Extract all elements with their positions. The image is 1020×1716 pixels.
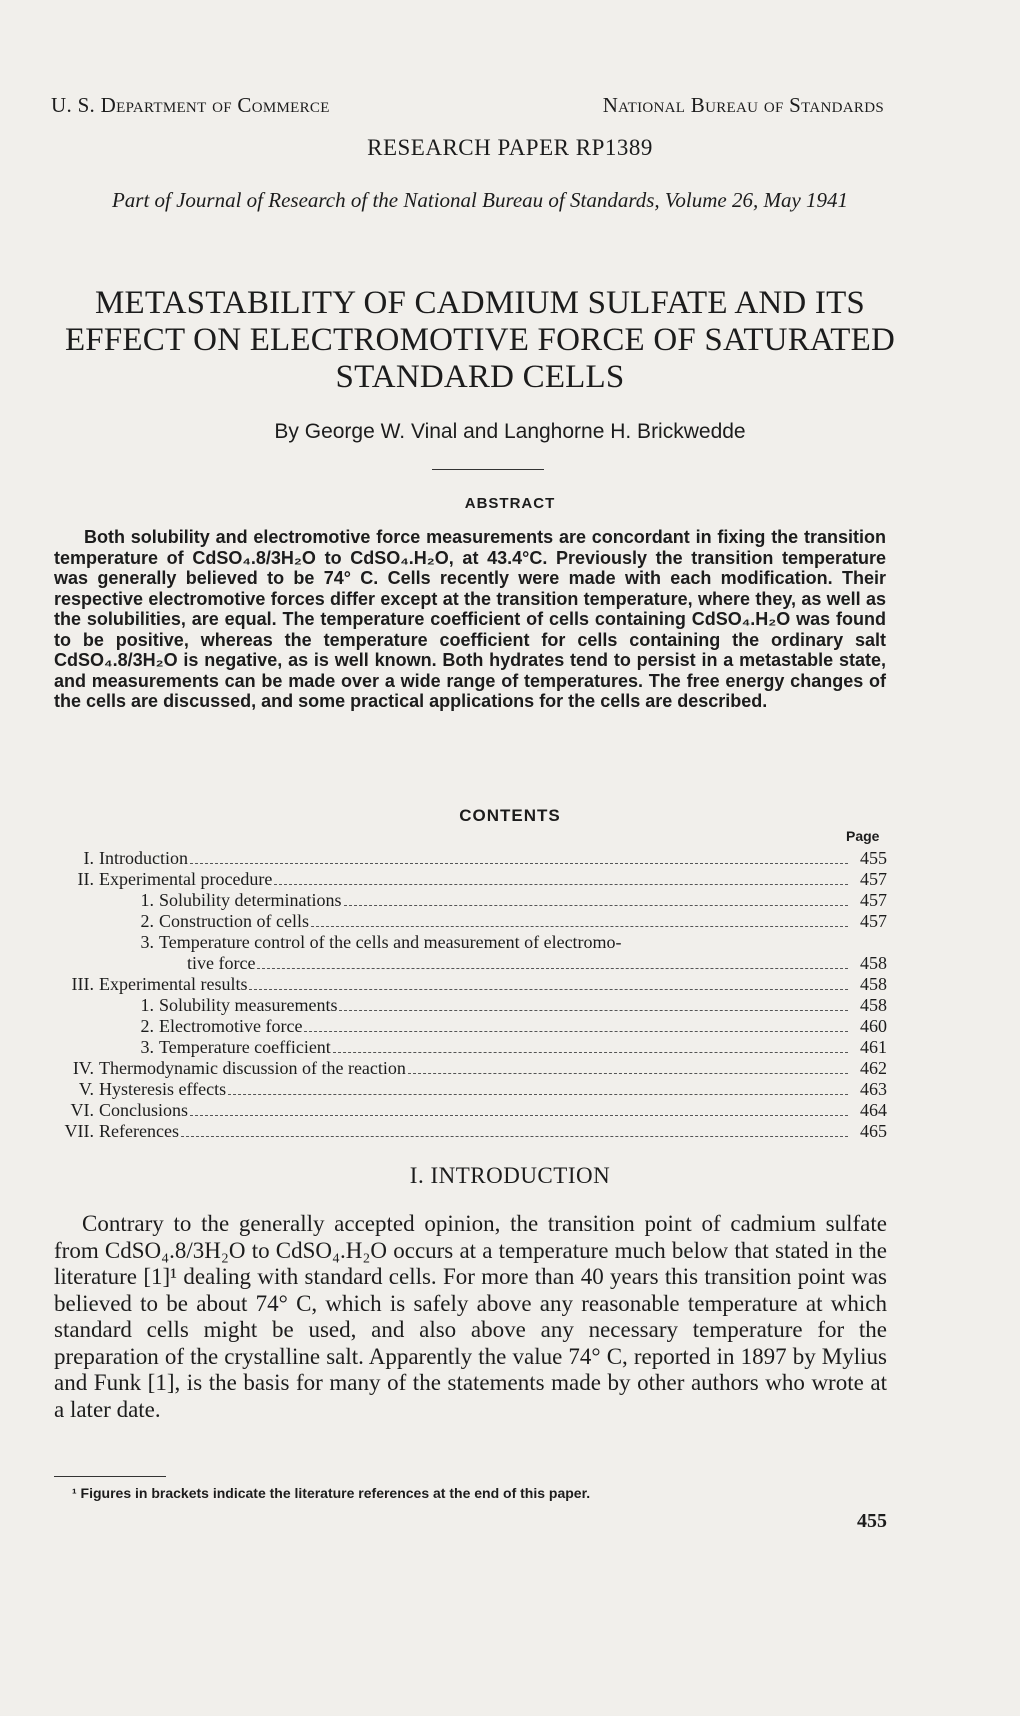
toc-number: 2. <box>140 911 154 931</box>
header-department: U. S. Department of Commerce <box>51 93 330 117</box>
toc-row <box>54 995 887 1016</box>
toc-label: References <box>99 1121 179 1141</box>
toc-label: Temperature coefficient <box>159 1037 331 1057</box>
toc-leader <box>257 967 848 969</box>
toc-label: Experimental results <box>99 974 248 994</box>
toc-page-number: 462 <box>860 1058 887 1078</box>
introduction-heading: I. INTRODUCTION <box>409 1163 611 1188</box>
toc-row <box>54 869 887 890</box>
toc-label: Temperature control of the cells and measurement of electromo- <box>159 932 622 952</box>
toc-row <box>54 974 887 995</box>
abstract-heading: ABSTRACT <box>464 495 556 512</box>
toc-page-number: 457 <box>860 911 887 931</box>
toc-leader <box>344 904 849 906</box>
toc-number: 1. <box>140 890 154 910</box>
toc-page-number: 461 <box>860 1037 887 1057</box>
toc-label: Hysteresis effects <box>99 1079 227 1099</box>
toc-leader <box>339 1009 848 1011</box>
toc-page-number: 457 <box>860 869 887 889</box>
toc-page-number: 457 <box>860 890 887 910</box>
toc-row <box>54 1016 887 1037</box>
toc-row <box>54 911 887 932</box>
toc-row <box>54 1079 887 1100</box>
toc-number: IV. <box>72 1058 94 1078</box>
research-paper-number: RESEARCH PAPER RP1389 <box>367 135 653 160</box>
toc-page-number: 463 <box>860 1079 887 1099</box>
toc-number: 2. <box>140 1016 154 1036</box>
divider <box>432 469 544 470</box>
page-number: 455 <box>857 1510 887 1532</box>
toc-row <box>54 1058 887 1079</box>
toc-leader <box>190 1114 848 1116</box>
toc-label: Thermodynamic discussion of the reaction <box>99 1058 406 1078</box>
footnote: ¹ Figures in brackets indicate the literature references at the end of this paper. <box>72 1485 591 1501</box>
toc-label: Introduction <box>99 848 188 868</box>
toc-number: VI. <box>70 1100 94 1120</box>
toc-leader <box>274 883 848 885</box>
toc-page-number: 458 <box>860 974 887 994</box>
toc-row <box>54 953 887 974</box>
toc-label: Experimental procedure <box>99 869 273 889</box>
toc-page-number: 464 <box>860 1100 887 1120</box>
toc-leader <box>311 925 848 927</box>
toc-leader <box>333 1051 848 1053</box>
toc-number: III. <box>71 974 94 994</box>
toc-row <box>54 932 887 953</box>
toc-number: 1. <box>140 995 154 1015</box>
toc-label: Electromotive force <box>159 1016 303 1036</box>
toc-page-number: 455 <box>860 848 887 868</box>
page-column-label: Page <box>846 828 880 844</box>
toc-page-number: 458 <box>860 953 887 973</box>
toc-row <box>54 848 887 869</box>
toc-page-number: 465 <box>860 1121 887 1141</box>
toc-page-number: 460 <box>860 1016 887 1036</box>
contents-heading: CONTENTS <box>459 806 561 825</box>
toc-leader <box>181 1135 848 1137</box>
toc-label: Construction of cells <box>159 911 309 931</box>
table-of-contents <box>54 848 887 1142</box>
header-bureau: National Bureau of Standards <box>602 93 884 117</box>
toc-number: VII. <box>64 1121 94 1141</box>
toc-number: V. <box>78 1079 94 1099</box>
toc-page-number: 458 <box>860 995 887 1015</box>
abstract-text: Both solubility and electromotive force measurements are concordant in fixing the transition temperature of CdSO₄.8/3H₂O to CdSO₄.H₂O, at 43.4°C. Previously the transition temperature was generally believed to be 74° C. Cells recently were made with each modification. Their respective electromotive forces differ except at the transition temperature, where they, as well as the solubilities, are equal. The temperature coefficient of cells containing CdSO₄.H₂O was found to be positive, whereas the temperature coefficient for cells containing the ordinary salt CdSO₄.8/3H₂O is negative, as is well known. Both hydrates tend to persist in a metastable state, and measurements can be made over a wide range of temperatures. The free energy changes of the cells are discussed, and some practical applications for the cells are described. <box>54 527 886 711</box>
toc-label: tive force <box>187 953 256 973</box>
journal-citation: Part of Journal of Research of the National Bureau of Standards, Volume 26, May 1941 <box>111 188 849 212</box>
footnote-divider <box>54 1476 166 1477</box>
toc-leader <box>304 1030 848 1032</box>
toc-number: I. <box>83 848 94 868</box>
toc-number: II. <box>77 869 94 889</box>
toc-leader <box>249 988 848 990</box>
toc-leader <box>408 1072 848 1074</box>
introduction-body: Contrary to the generally accepted opinion, the transition point of cadmium sulfate from CdSO₄.8/3H₂O to CdSO₄.H₂O occurs at a temperature much below that stated in the literature [1]¹ dealing with standard cells. For more than 40 years this transition point was believed to be about 74° C, which is safely above any reasonable temperature at which standard cells might be used, and also above any necessary temperature for the preparation of the crystalline salt. Apparently the value 74° C, reported in 1897 by Mylius and Funk [1], is the basis for many of the statements made by other authors who wrote at a later date. <box>54 1211 887 1422</box>
toc-label: Conclusions <box>99 1100 189 1120</box>
toc-number: 3. <box>140 1037 154 1057</box>
toc-number: 3. <box>140 932 154 952</box>
toc-row <box>54 1100 887 1121</box>
byline: By George W. Vinal and Langhorne H. Brickwedde <box>274 420 746 443</box>
toc-leader <box>190 862 848 864</box>
toc-row <box>54 1121 887 1142</box>
toc-row <box>54 1037 887 1058</box>
toc-label: Solubility measurements <box>159 995 338 1015</box>
toc-leader <box>228 1093 848 1095</box>
paper-title: METASTABILITY OF CADMIUM SULFATE AND ITS EFFECT ON ELECTROMOTIVE FORCE OF SATURATED STANDARD CELLS <box>64 285 896 395</box>
toc-label: Solubility determinations <box>159 890 342 910</box>
toc-row <box>54 890 887 911</box>
